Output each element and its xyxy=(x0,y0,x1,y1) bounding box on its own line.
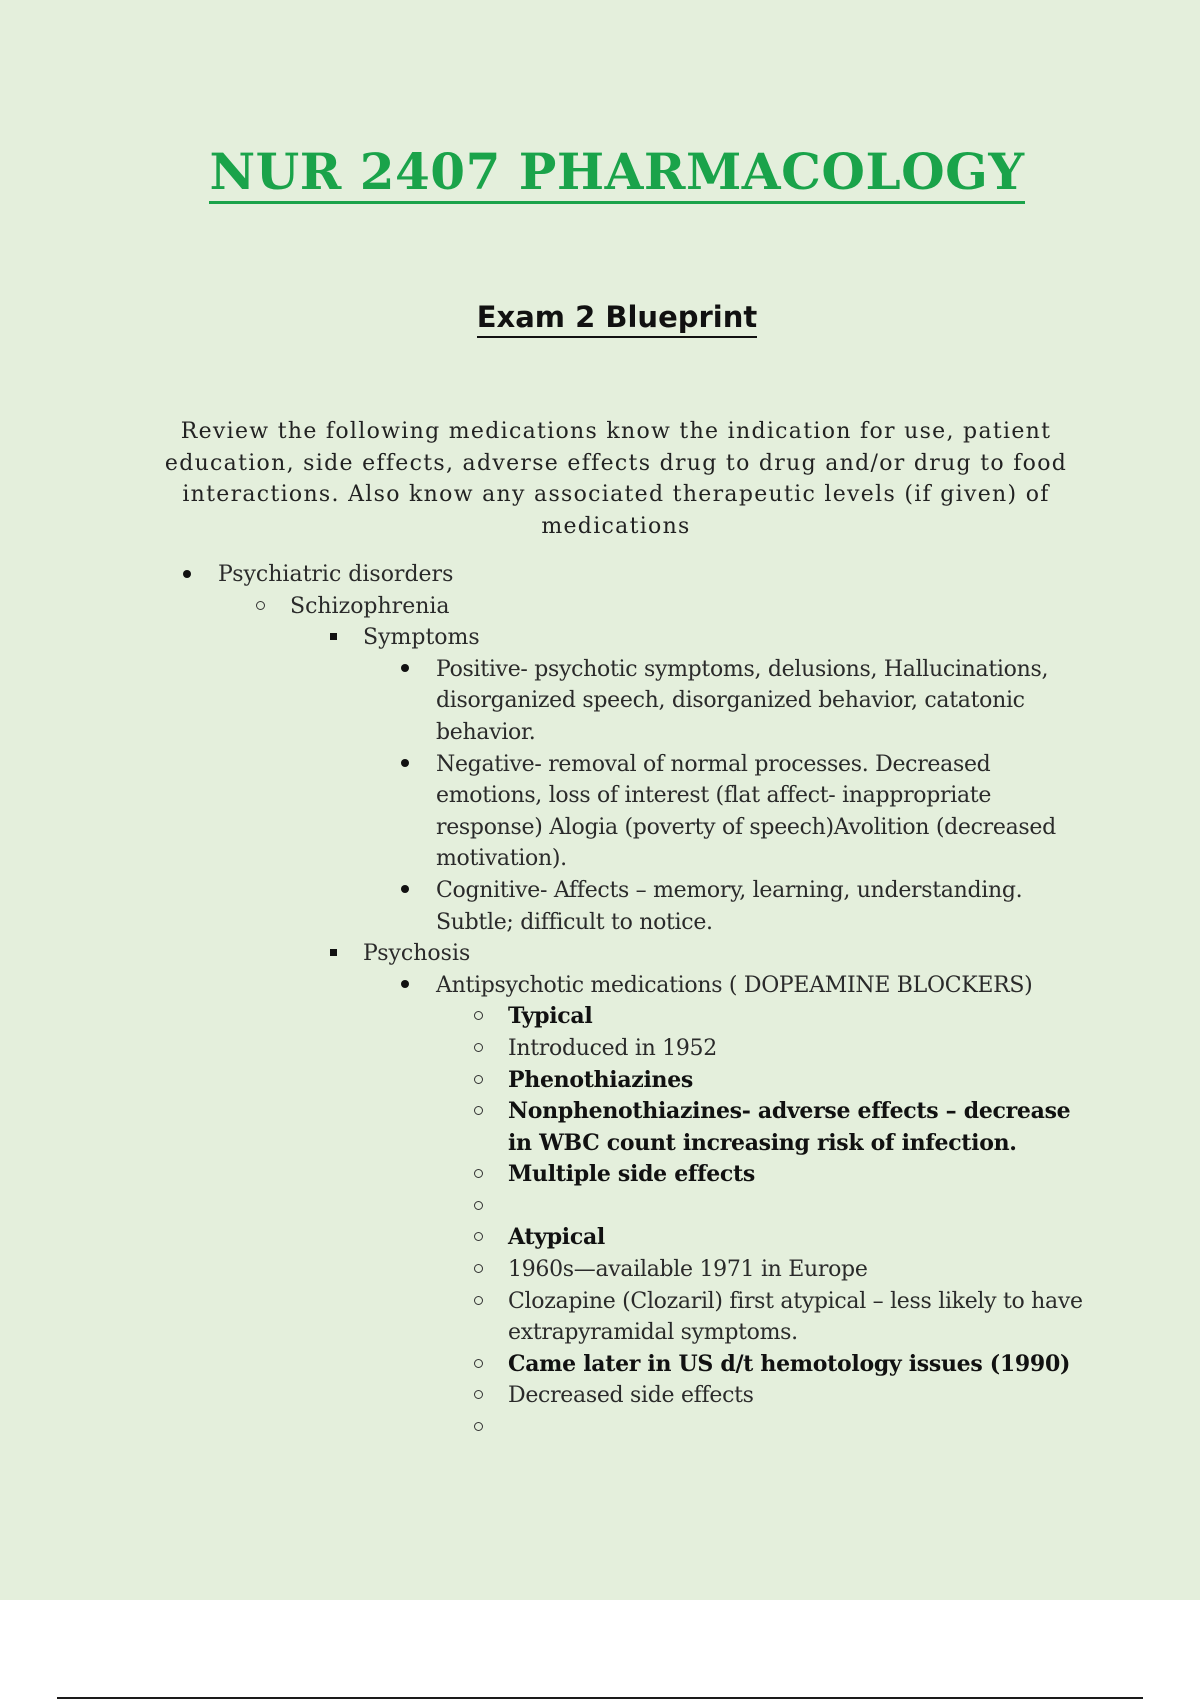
outline-item-text: Cognitive- Affects – memory, learning, understanding. Subtle; difficult to notice. xyxy=(436,877,1023,935)
bullet-circle-icon-shape xyxy=(474,1011,483,1020)
outline-item-text xyxy=(508,1191,1084,1223)
bullet-circle-icon xyxy=(468,1222,488,1254)
outline-item-text: Multiple side effects xyxy=(508,1161,755,1188)
bullet-circle-icon-shape xyxy=(474,1232,483,1241)
outline-item-text: Symptoms xyxy=(363,625,480,651)
bullet-circle-icon-shape xyxy=(474,1390,483,1399)
bullet-circle-icon-shape xyxy=(256,601,265,610)
bullet-dot-icon-shape xyxy=(183,570,191,578)
outline-item xyxy=(0,970,1200,1002)
outline-list xyxy=(0,559,1200,1444)
outline-item xyxy=(0,1065,1200,1097)
bullet-dot-icon-shape xyxy=(401,759,409,767)
bullet-circle-icon-shape xyxy=(474,1359,483,1368)
outline-item xyxy=(0,591,1200,623)
outline-item xyxy=(0,654,1200,749)
outline-item-text: Positive- psychotic symptoms, delusions, Hallucinations, disorganized speech, disorganized behavior, catatonic behavior. xyxy=(436,656,1049,745)
bullet-circle-icon-shape xyxy=(474,1169,483,1178)
outline-item xyxy=(0,1254,1200,1286)
outline-item xyxy=(0,938,1200,970)
outline-item-text: Phenothiazines xyxy=(508,1066,694,1093)
outline-item xyxy=(0,1412,1200,1444)
outline-item-text: Psychiatric disorders xyxy=(218,562,454,587)
outline-item-text: Came later in US d/t hemotology issues (1990) xyxy=(508,1350,1071,1377)
outline-item xyxy=(0,1159,1200,1191)
outline-item-text: Introduced in 1952 xyxy=(508,1035,717,1061)
outline-item xyxy=(0,1380,1200,1412)
document-subtitle xyxy=(0,300,1200,334)
outline-item-text: Nonphenothiazines- adverse effects – decrease in WBC count increasing risk of infection. xyxy=(508,1098,1071,1156)
bullet-circle-icon xyxy=(468,1349,488,1381)
outline-item xyxy=(0,875,1200,938)
outline-item-text: Typical xyxy=(508,1003,593,1030)
bullet-circle-icon xyxy=(468,1001,488,1033)
outline-item xyxy=(0,1096,1200,1159)
bullet-circle-icon xyxy=(468,1286,488,1318)
bullet-square-icon xyxy=(323,938,343,970)
bullet-circle-icon xyxy=(468,1096,488,1128)
bullet-circle-icon-shape xyxy=(474,1422,483,1431)
outline-item xyxy=(0,1001,1200,1033)
outline-item xyxy=(0,1349,1200,1381)
outline-item xyxy=(0,1286,1200,1349)
bullet-dot-icon-shape xyxy=(401,664,409,672)
outline-item xyxy=(0,1222,1200,1254)
bullet-dot-icon-shape xyxy=(401,980,409,988)
outline-item xyxy=(0,749,1200,875)
outline-item xyxy=(0,622,1200,654)
intro-paragraph: Review the following medications know the indication for use, patient education, side effects, adverse effects drug to drug and/or drug to food interactions. Also know any associated therapeutic levels (if given) of medications xyxy=(164,419,1068,539)
bullet-dot-icon xyxy=(177,559,197,591)
document-title-text: NUR 2407 PHARMACOLOGY xyxy=(209,142,1024,204)
outline-item-text: Psychosis xyxy=(363,941,471,967)
outline-item xyxy=(0,559,1200,591)
bullet-square-icon-shape xyxy=(330,949,337,956)
outline-item-text xyxy=(508,1412,1084,1444)
bullet-dot-icon xyxy=(395,654,415,686)
document-title xyxy=(0,142,1200,202)
bullet-dot-icon xyxy=(395,875,415,907)
bullet-square-icon xyxy=(323,622,343,654)
bullet-circle-icon-shape xyxy=(474,1043,483,1052)
bullet-circle-icon xyxy=(250,591,270,623)
outline-item-text: Decreased side effects xyxy=(508,1383,754,1409)
bullet-dot-icon xyxy=(395,749,415,781)
bullet-circle-icon-shape xyxy=(474,1264,483,1273)
bullet-circle-icon xyxy=(468,1159,488,1191)
bullet-circle-icon xyxy=(468,1412,488,1444)
outline-item-text: Clozapine (Clozaril) first atypical – less likely to have extrapyramidal symptoms. xyxy=(508,1288,1083,1346)
bullet-circle-icon-shape xyxy=(474,1296,483,1305)
bullet-circle-icon xyxy=(468,1380,488,1412)
bullet-circle-icon-shape xyxy=(474,1106,483,1115)
bullet-circle-icon xyxy=(468,1033,488,1065)
bullet-dot-icon-shape xyxy=(401,885,409,893)
bullet-dot-icon xyxy=(395,970,415,1002)
bullet-circle-icon xyxy=(468,1254,488,1286)
outline-item-text: Schizophrenia xyxy=(290,593,450,619)
outline-item xyxy=(0,1191,1200,1223)
outline-item xyxy=(0,1033,1200,1065)
document-subtitle-text: Exam 2 Blueprint xyxy=(477,300,758,338)
footer-divider xyxy=(57,1697,1143,1699)
outline-item-text: Antipsychotic medications ( DOPEAMINE BLOCKERS) xyxy=(436,972,1033,998)
bullet-circle-icon xyxy=(468,1191,488,1223)
outline-item-text: Negative- removal of normal processes. Decreased emotions, loss of interest (flat affect- inappropriate response) Alogia (poverty of speech)Avolition (decreased motivation). xyxy=(436,751,1056,872)
outline-item-text: 1960s—available 1971 in Europe xyxy=(508,1257,868,1283)
bullet-circle-icon-shape xyxy=(474,1201,483,1210)
bullet-square-icon-shape xyxy=(330,633,337,640)
bullet-circle-icon-shape xyxy=(474,1075,483,1084)
bullet-circle-icon xyxy=(468,1065,488,1097)
outline-item-text: Atypical xyxy=(508,1224,605,1251)
